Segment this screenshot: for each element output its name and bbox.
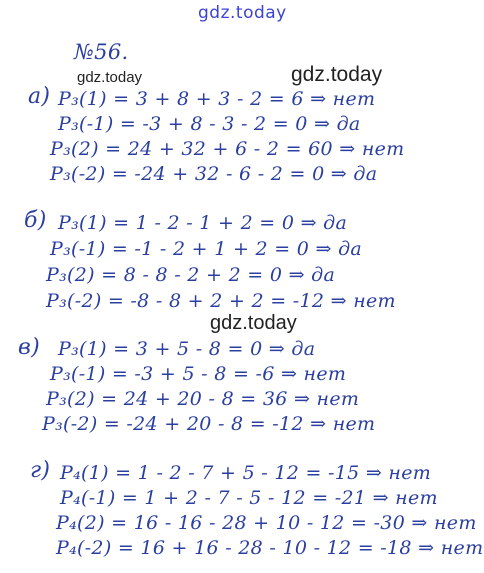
part-a-label: а) [28, 84, 51, 109]
watermark-top: gdz.today [198, 3, 287, 23]
part-b-line-3: P₃(2) = 8 - 8 - 2 + 2 = 0 ⇒ да [46, 264, 336, 286]
part-g-line-2: P₄(-1) = 1 + 2 - 7 - 5 - 12 = -21 ⇒ нет [60, 487, 438, 509]
part-g-line-1: P₄(1) = 1 - 2 - 7 + 5 - 12 = -15 ⇒ нет [60, 462, 432, 484]
watermark-middle: gdz.today [210, 312, 297, 334]
part-a-line-4: P₃(-2) = -24 + 32 - 6 - 2 = 0 ⇒ да [50, 163, 378, 185]
watermark-upper-left: gdz.today [77, 69, 143, 86]
problem-number: №56. [74, 40, 129, 64]
part-b-line-4: P₃(-2) = -8 - 8 + 2 + 2 = -12 ⇒ нет [46, 290, 396, 312]
part-v-label: в) [18, 335, 40, 360]
part-g-label: г) [30, 458, 51, 483]
part-a-line-3: P₃(2) = 24 + 32 + 6 - 2 = 60 ⇒ нет [50, 138, 405, 160]
part-g-line-4: P₄(-2) = 16 + 16 - 28 - 10 - 12 = -18 ⇒ нет [56, 537, 484, 559]
watermark-upper-right: gdz.today [291, 63, 383, 86]
part-b-label: б) [24, 208, 47, 233]
part-v-line-1: P₃(1) = 3 + 5 - 8 = 0 ⇒ да [58, 338, 316, 360]
part-b-line-2: P₃(-1) = -1 - 2 + 1 + 2 = 0 ⇒ да [50, 238, 363, 260]
part-v-line-2: P₃(-1) = -3 + 5 - 8 = -6 ⇒ нет [50, 363, 347, 385]
part-v-line-3: P₃(2) = 24 + 20 - 8 = 36 ⇒ нет [46, 388, 360, 410]
part-v-line-4: P₃(-2) = -24 + 20 - 8 = -12 ⇒ нет [42, 413, 376, 435]
part-b-line-1: P₃(1) = 1 - 2 - 1 + 2 = 0 ⇒ да [58, 212, 348, 234]
part-a-line-1: P₃(1) = 3 + 8 + 3 - 2 = 6 ⇒ нет [58, 88, 376, 110]
part-a-line-2: P₃(-1) = -3 + 8 - 3 - 2 = 0 ⇒ да [58, 113, 361, 135]
part-g-line-3: P₄(2) = 16 - 16 - 28 + 10 - 12 = -30 ⇒ нет [56, 512, 477, 534]
